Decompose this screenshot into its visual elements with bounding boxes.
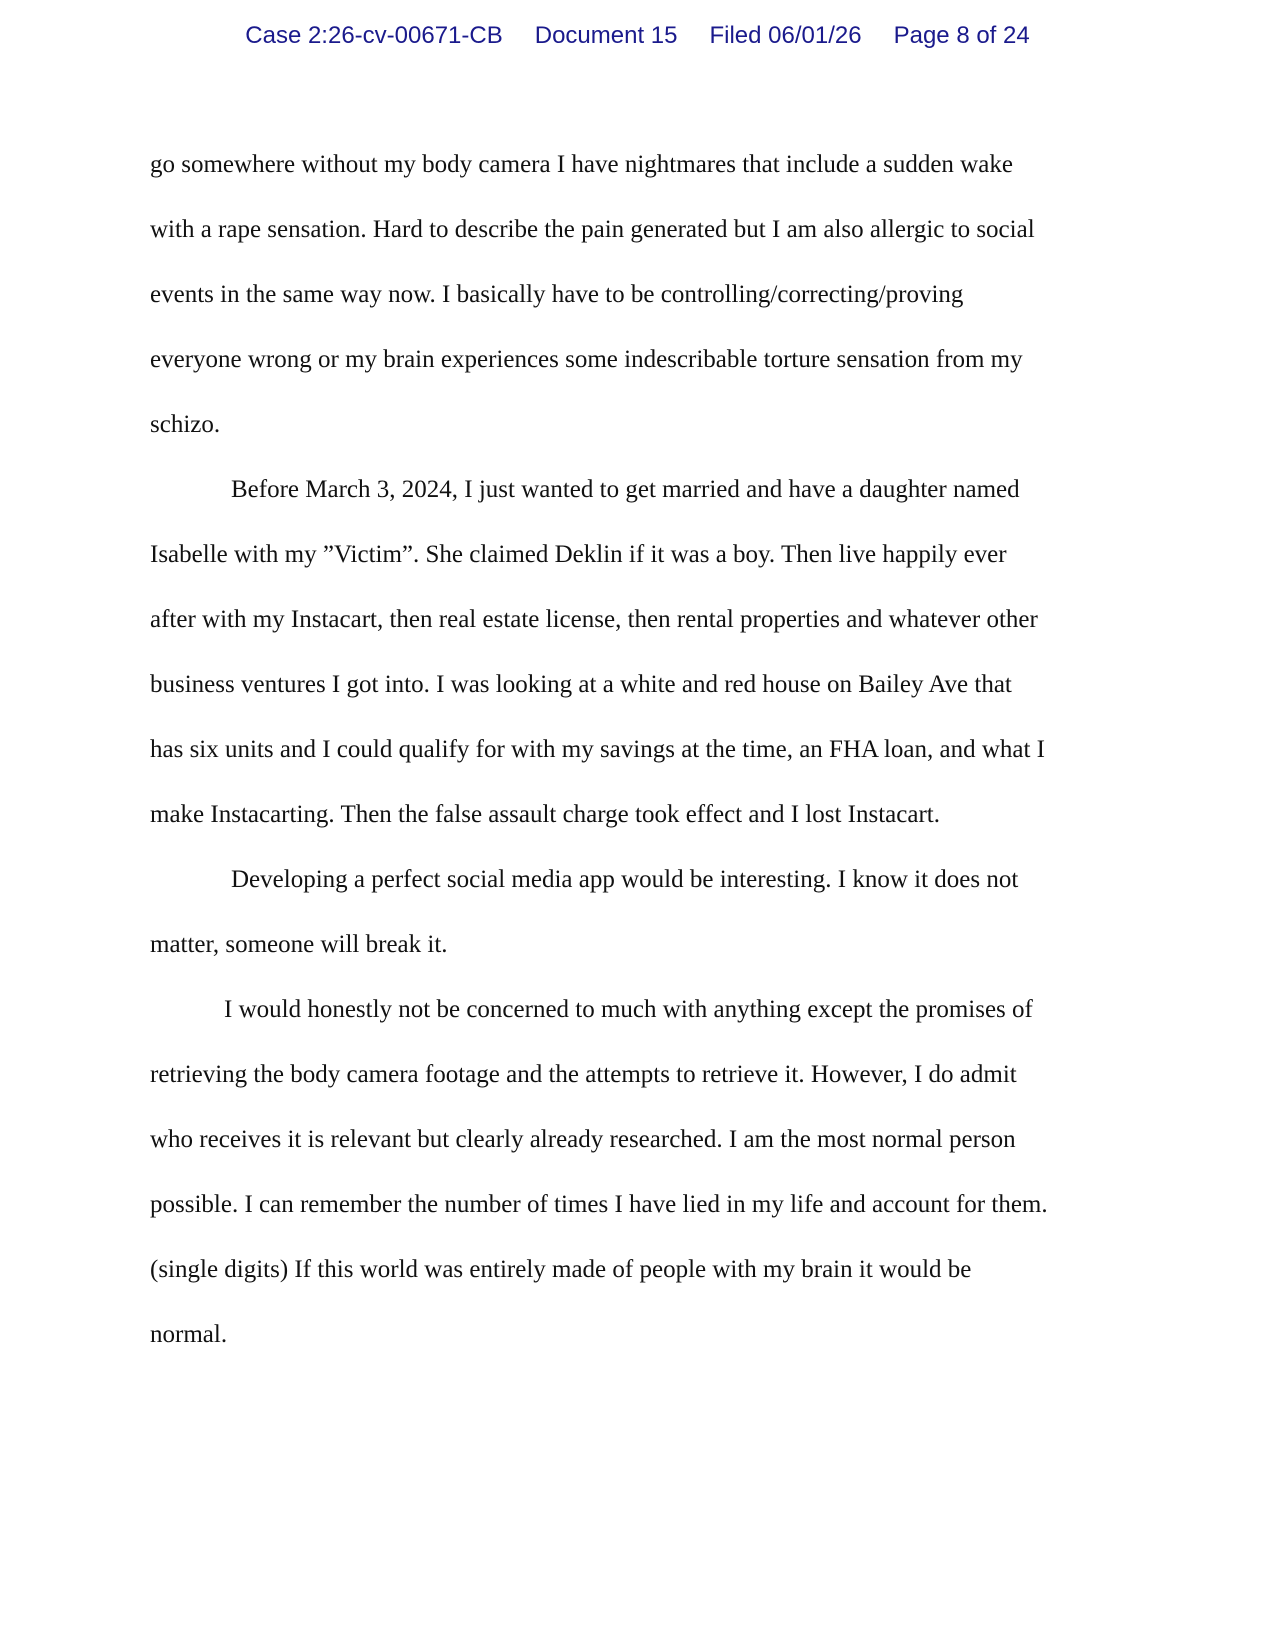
paragraph-start-line: Developing a perfect social media app would be interesting. I know it does not xyxy=(231,866,1019,893)
text-line: Isabelle with my ”Victim”. She claimed Deklin if it was a boy. Then live happily ever xyxy=(150,541,1007,568)
text-line: (single digits) If this world was entirely made of people with my brain it would be xyxy=(150,1256,972,1283)
text-line: matter, someone will break it. xyxy=(150,931,448,958)
body-text xyxy=(150,132,1130,1367)
text-line: possible. I can remember the number of times I have lied in my life and account for them. xyxy=(150,1191,1048,1218)
text-line: with a rape sensation. Hard to describe the pain generated but I am also allergic to social xyxy=(150,216,1035,243)
text-line: make Instacarting. Then the false assault charge took effect and I lost Instacart. xyxy=(150,801,940,828)
case-header xyxy=(0,22,1275,50)
page-number: Page 8 of 24 xyxy=(893,22,1030,49)
text-line: has six units and I could qualify for with my savings at the time, an FHA loan, and what I xyxy=(150,736,1045,763)
text-line: retrieving the body camera footage and the attempts to retrieve it. However, I do admit xyxy=(150,1061,1017,1088)
text-line: schizo. xyxy=(150,411,221,438)
case-number: Case 2:26-cv-00671-CB xyxy=(245,22,503,49)
text-line: everyone wrong or my brain experiences some indescribable torture sensation from my xyxy=(150,346,1023,373)
text-line: who receives it is relevant but clearly already researched. I am the most normal person xyxy=(150,1126,1016,1153)
paragraph-start-line: Before March 3, 2024, I just wanted to get married and have a daughter named xyxy=(231,476,1020,503)
document-number: Document 15 xyxy=(534,22,678,49)
text-line: after with my Instacart, then real estate license, then rental properties and whatever other xyxy=(150,606,1038,633)
text-line: business ventures I got into. I was looking at a white and red house on Bailey Ave that xyxy=(150,671,1012,698)
text-line: go somewhere without my body camera I have nightmares that include a sudden wake xyxy=(150,151,1013,178)
text-line: events in the same way now. I basically have to be controlling/correcting/proving xyxy=(150,281,964,308)
filed-date: Filed 06/01/26 xyxy=(709,22,862,49)
text-line: normal. xyxy=(150,1321,228,1348)
paragraph-start-line: I would honestly not be concerned to much with anything except the promises of xyxy=(224,996,1033,1023)
